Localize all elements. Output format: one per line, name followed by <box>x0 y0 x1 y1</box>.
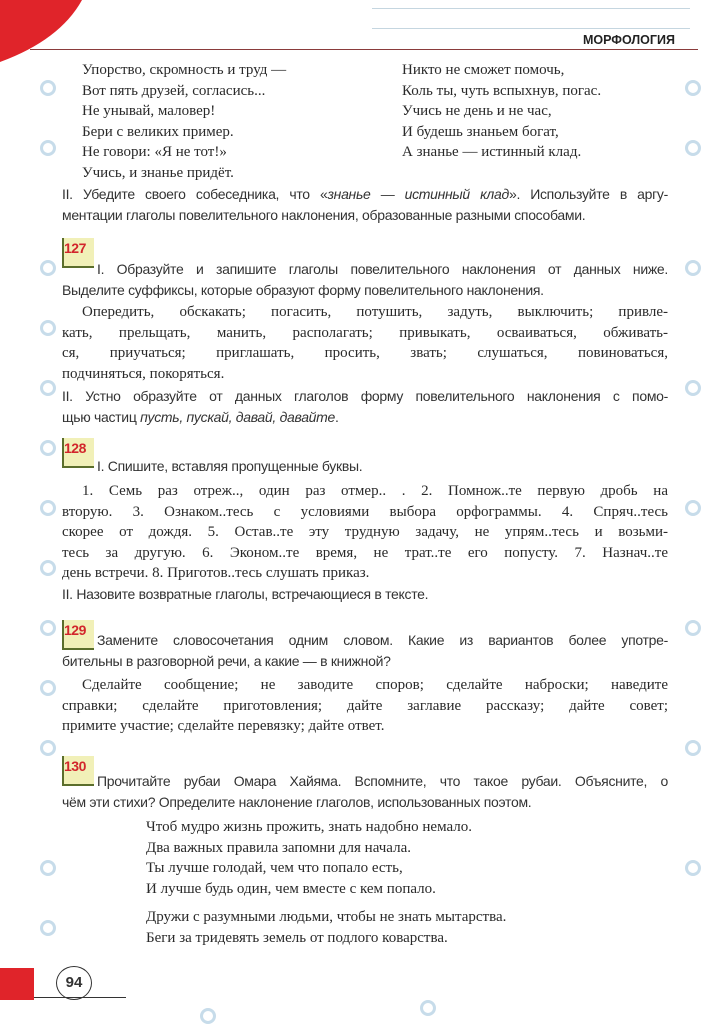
body-line: вторую. 3. Ознаком..тесь с условиями выбора орфограммы. 4. Спряч..тесь <box>62 503 668 520</box>
watermark-logo-icon <box>685 260 701 276</box>
exercise-128-instruction <box>62 456 668 477</box>
exercise-127-part2 <box>62 386 668 427</box>
body-line: день встречи. 8. Приготов..тесь слушать приказ. <box>62 565 370 581</box>
watermark-logo-icon <box>40 260 56 276</box>
watermark-logo-icon <box>40 380 56 396</box>
rubai-stanza-2 <box>146 907 666 948</box>
poem-line: Учись не день и не час, <box>402 103 552 119</box>
page-number: 94 <box>65 974 83 991</box>
corner-red-circle-decoration <box>0 0 90 70</box>
watermark-logo-icon <box>40 680 56 696</box>
body-line: скорее от дождя. 5. Остав..те эту трудную задачу, не упрям..тесь и возьми- <box>62 524 668 540</box>
exercise-number: 127 <box>64 240 86 256</box>
watermark-logo-icon <box>420 1000 436 1016</box>
instruction-line: Выделите суффиксы, которые образуют форму повелительного наклонения. <box>62 281 544 298</box>
body-line: кать, прельщать, манить, располагать; привыкать, осваиваться, обживать- <box>62 324 668 341</box>
page-number-circle <box>56 966 92 1000</box>
poem-line: Не унывай, маловер! <box>82 103 216 119</box>
poem-line: Коль ты, чуть вспыхнув, погас. <box>402 82 602 99</box>
instruction-line: ментации глаголы повелительного наклонения, образованные разными способами. <box>62 206 586 223</box>
instruction-line: Замените словосочетания одним словом. Какие из вариантов более употре- <box>97 632 668 648</box>
rubai-line: Ты лучше голодай, чем что попало есть, <box>146 860 403 876</box>
body-line: ся, приучаться; приглашать, просить, звать; слушаться, повиноваться, <box>62 345 668 361</box>
body-line: 1. Семь раз отреж.., один раз отмер.. . 2. Помнож..те первую дробь на <box>82 483 668 499</box>
poem-line: Упорство, скромность и труд — <box>82 62 287 78</box>
watermark-logo-icon <box>40 440 56 456</box>
exercise-number: 130 <box>64 758 86 774</box>
rubai-line: Беги за тридевять земель от подлого коварства. <box>146 929 448 946</box>
exercise-127-instruction <box>62 259 668 300</box>
instruction-line: Прочитайте рубаи Омара Хайяма. Вспомните, что такое рубаи. Объясните, о <box>97 773 668 789</box>
instruction-line: I. Спишите, вставляя пропущенные буквы. <box>97 458 363 474</box>
body-line: подчиняться, покоряться. <box>62 365 225 382</box>
footer-red-tab <box>0 968 34 1000</box>
instruction-line: щью частиц пусть, пускай, давай, давайте. <box>62 408 339 425</box>
instruction-line: II. Убедите своего собеседника, что «знанье — истинный клад». Используйте в аргу- <box>62 186 668 202</box>
task-instruction <box>62 184 668 225</box>
header-rule-mid <box>372 28 690 29</box>
watermark-logo-icon <box>685 740 701 756</box>
body-line: тесь за другую. 6. Эконом..те время, не трат..те его попусту. 7. Назнач..те <box>62 544 668 561</box>
instruction-line: II. Назовите возвратные глаголы, встречающиеся в тексте. <box>62 586 429 602</box>
header-rule <box>30 49 698 50</box>
exercise-129-body <box>62 675 668 737</box>
instruction-line: II. Устно образуйте от данных глаголов форму повелительного наклонения с помо- <box>62 388 668 404</box>
watermark-logo-icon <box>40 740 56 756</box>
watermark-logo-icon <box>40 140 56 156</box>
watermark-logo-icon <box>685 500 701 516</box>
watermark-logo-icon <box>40 860 56 876</box>
footer-rule <box>34 997 126 998</box>
body-line: Сделайте сообщение; не заводите споров; сделайте наброски; наведите <box>82 677 668 693</box>
exercise-128-part2 <box>62 584 668 605</box>
poem-right-column <box>402 60 702 163</box>
poem-line: Бери с великих пример. <box>82 123 234 140</box>
body-line: Опередить, обскакать; погасить, потушить, задуть, выключить; привле- <box>82 304 668 320</box>
poem-line: Учись, и знанье придёт. <box>82 164 234 181</box>
body-line: справки; сделайте приготовления; дайте заглавие рассказу; дайте совет; <box>62 697 668 714</box>
instruction-line: бительны в разговорной речи, а какие — в книжной? <box>62 652 391 669</box>
rubai-line: И лучше будь один, чем вместе с кем попало. <box>146 880 436 897</box>
poem-line: Не говори: «Я не тот!» <box>82 144 227 160</box>
watermark-logo-icon <box>40 80 56 96</box>
watermark-logo-icon <box>685 380 701 396</box>
rubai-stanza-1 <box>146 817 666 899</box>
poem-line: Никто не сможет помочь, <box>402 62 565 78</box>
rubai-line: Два важных правила запомни для начала. <box>146 839 411 856</box>
watermark-logo-icon <box>685 620 701 636</box>
exercise-number: 129 <box>64 622 86 638</box>
poem-line: Вот пять друзей, согласись... <box>82 82 266 99</box>
watermark-logo-icon <box>40 560 56 576</box>
exercise-number: 128 <box>64 440 86 456</box>
watermark-logo-icon <box>200 1008 216 1024</box>
exercise-128-body <box>62 481 668 584</box>
exercise-127-body <box>62 302 668 384</box>
rubai-line: Чтоб мудро жизнь прожить, знать надобно немало. <box>146 819 472 835</box>
exercise-130-instruction <box>62 771 668 812</box>
section-title: МОРФОЛОГИЯ <box>583 33 675 47</box>
body-line: примите участие; сделайте перевязку; дайте ответ. <box>62 718 385 734</box>
watermark-logo-icon <box>685 860 701 876</box>
instruction-line: чём эти стихи? Определите наклонение глаголов, использованных поэтом. <box>62 793 532 810</box>
rubai-line: Дружи с разумными людьми, чтобы не знать мытарства. <box>146 909 507 925</box>
watermark-logo-icon <box>40 920 56 936</box>
poem-line: И будешь знаньем богат, <box>402 123 559 140</box>
watermark-logo-icon <box>40 620 56 636</box>
instruction-line: I. Образуйте и запишите глаголы повелительного наклонения от данных ниже. <box>97 261 668 277</box>
poem-line: А знанье — истинный клад. <box>402 144 582 160</box>
watermark-logo-icon <box>40 320 56 336</box>
watermark-logo-icon <box>40 500 56 516</box>
header-rule-top <box>372 8 690 9</box>
poem-left-column <box>82 60 382 183</box>
exercise-129-instruction <box>62 630 668 671</box>
